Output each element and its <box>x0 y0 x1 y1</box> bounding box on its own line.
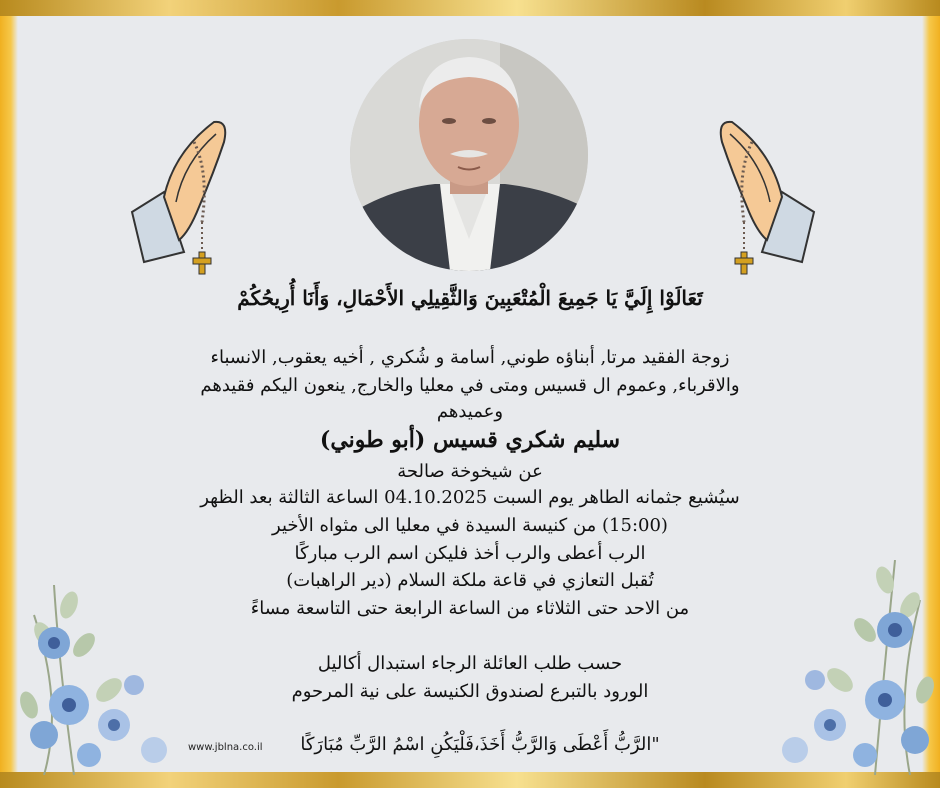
bible-verse: تَعَالَوْا إِلَيَّ يَا جَمِيعَ الْمُتْعَبِينَ وَالثَّقِيلِي الأَحْمَالِ، وَأَنَا أُرِيحُكُمْ <box>237 286 703 310</box>
condolences-line-2: من الاحد حتى الثلاثاء من الساعة الرابعة حتى التاسعة مساءً <box>250 598 690 619</box>
praying-hands-icon <box>712 112 822 278</box>
condolences-line-1: تُقبل التعازي في قاعة ملكة السلام (دير الراهبات) <box>286 570 654 591</box>
blessing-line: الرب أعطى والرب أخذ فليكن اسم الرب مباركًا <box>294 543 646 564</box>
closing-quote: "الرَّبُّ أَعْطَى وَالرَّبُّ أَخَذَ،فَلْيَكُنِ اسْمُ الرَّبِّ مُبَارَكًا <box>300 734 660 755</box>
rosary-cross-icon <box>735 252 753 274</box>
funeral-line-2: (15:00) من كنيسة السيدة في معليا الى مثواه الأخير <box>272 515 668 536</box>
age-line: عن شيخوخة صالحة <box>397 461 543 482</box>
deceased-name: سليم شكري قسيس (أبو طوني) <box>319 427 621 453</box>
funeral-line-1: سيُشيع جثمانه الطاهر يوم السبت 04.10.2025 الساعة الثالثة بعد الظهر <box>200 487 740 508</box>
request-line-1: حسب طلب العائلة الرجاء استبدال أكاليل <box>317 653 623 674</box>
flower-decoration-icon <box>735 560 935 775</box>
flower-decoration-icon <box>14 585 214 775</box>
praying-hands-icon <box>124 112 234 278</box>
top-gold-border <box>0 0 940 16</box>
deceased-portrait <box>350 39 588 271</box>
family-line-1: زوجة الفقيد مرتا, أبناؤه طوني, أسامة و شُكري , أخيه يعقوب, الانسباء <box>210 347 730 368</box>
family-line-2: والاقرباء, وعموم ال قسيس ومتى في معليا والخارج, ينعون اليكم فقيدهم <box>200 375 740 396</box>
request-line-2: الورود بالتبرع لصندوق الكنيسة على نية المرحوم <box>291 681 649 702</box>
family-line-3: وعميدهم <box>436 401 504 422</box>
rosary-cross-icon <box>193 252 211 274</box>
website-link[interactable]: www.jblna.co.il <box>188 742 263 753</box>
